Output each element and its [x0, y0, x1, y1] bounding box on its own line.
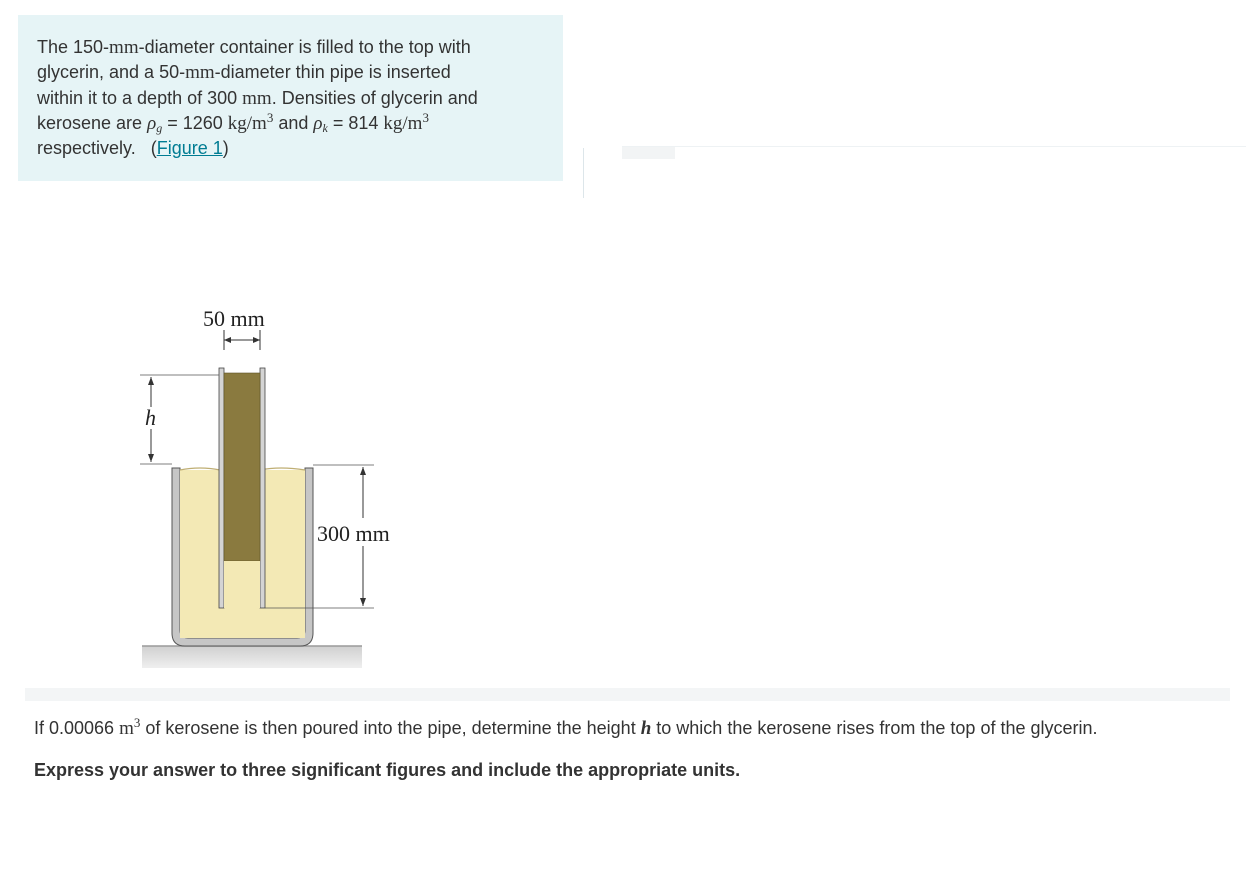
- unit-mm: mm: [185, 62, 215, 84]
- exponent: 3: [133, 715, 141, 730]
- text: If 0.00066: [34, 718, 120, 738]
- text: to which the kerosene rises from the top of the glycerin.: [651, 718, 1098, 738]
- unit-density: [227, 109, 274, 134]
- pipe-wall-left: [219, 368, 224, 608]
- subscript-g: g: [156, 120, 163, 135]
- text: -diameter thin pipe is inserted: [214, 62, 451, 83]
- problem-line-4: [37, 111, 543, 136]
- problem-line-5: [37, 136, 543, 160]
- problem-line-2: [37, 60, 543, 85]
- question-separator: [25, 688, 1230, 701]
- paren: (: [150, 138, 157, 159]
- subscript-k: k: [322, 120, 328, 135]
- exponent: 3: [266, 109, 274, 125]
- arrowhead-right: [253, 337, 260, 343]
- problem-line-1: [37, 35, 543, 60]
- text: respectively.: [37, 138, 136, 159]
- arrowhead-down: [360, 598, 366, 606]
- text: and: [273, 112, 314, 133]
- text: = 1260: [162, 112, 228, 133]
- text: of kerosene is then poured into the pipe, determine the height: [140, 718, 641, 738]
- text: kerosene are: [37, 112, 148, 133]
- paren: ): [222, 138, 229, 159]
- arrowhead-left: [224, 337, 231, 343]
- unit-volume: [119, 715, 141, 739]
- unit-text: kg/m: [227, 112, 267, 134]
- problem-line-3: [37, 86, 543, 111]
- pipe-wall-right: [260, 368, 265, 608]
- text: . Densities of glycerin and: [271, 87, 478, 108]
- question-text: [34, 715, 1234, 740]
- rho-g: [147, 113, 162, 134]
- kerosene-column: [224, 373, 260, 561]
- figure-1: [130, 290, 430, 670]
- ground: [142, 646, 362, 668]
- label-50mm: 50 mm: [203, 306, 265, 331]
- text: = 814: [327, 112, 384, 133]
- figure-link[interactable]: Figure 1: [156, 138, 223, 159]
- panel-tab: [622, 147, 675, 159]
- label-h: h: [145, 405, 156, 430]
- panel-divider: [622, 146, 1246, 147]
- pipe-glycerin: [224, 561, 260, 608]
- text: -diameter container is filled to the top with: [138, 37, 471, 57]
- rho-symbol: ρ: [147, 112, 157, 134]
- answer-instruction: Express your answer to three significant figures and include the appropriate units.: [34, 760, 741, 780]
- text: within it to a depth of 300: [37, 87, 243, 108]
- text: glycerin, and a 50-: [37, 62, 186, 83]
- variable-h: h: [640, 718, 652, 739]
- unit-text: kg/m: [383, 112, 423, 134]
- rho-k: [313, 113, 327, 134]
- problem-statement: [18, 15, 563, 181]
- label-300mm: 300 mm: [317, 521, 390, 546]
- column-divider: [583, 148, 584, 198]
- text: The 150-: [37, 37, 110, 57]
- exponent: 3: [422, 109, 429, 125]
- unit-density: [383, 109, 429, 134]
- unit-mm: mm: [242, 87, 272, 109]
- arrowhead-down: [148, 454, 154, 462]
- arrowhead-up: [360, 467, 366, 475]
- arrowhead-up: [148, 377, 154, 385]
- unit-mm: mm: [109, 37, 139, 58]
- unit-text: m: [119, 718, 134, 739]
- rho-symbol: ρ: [313, 112, 323, 134]
